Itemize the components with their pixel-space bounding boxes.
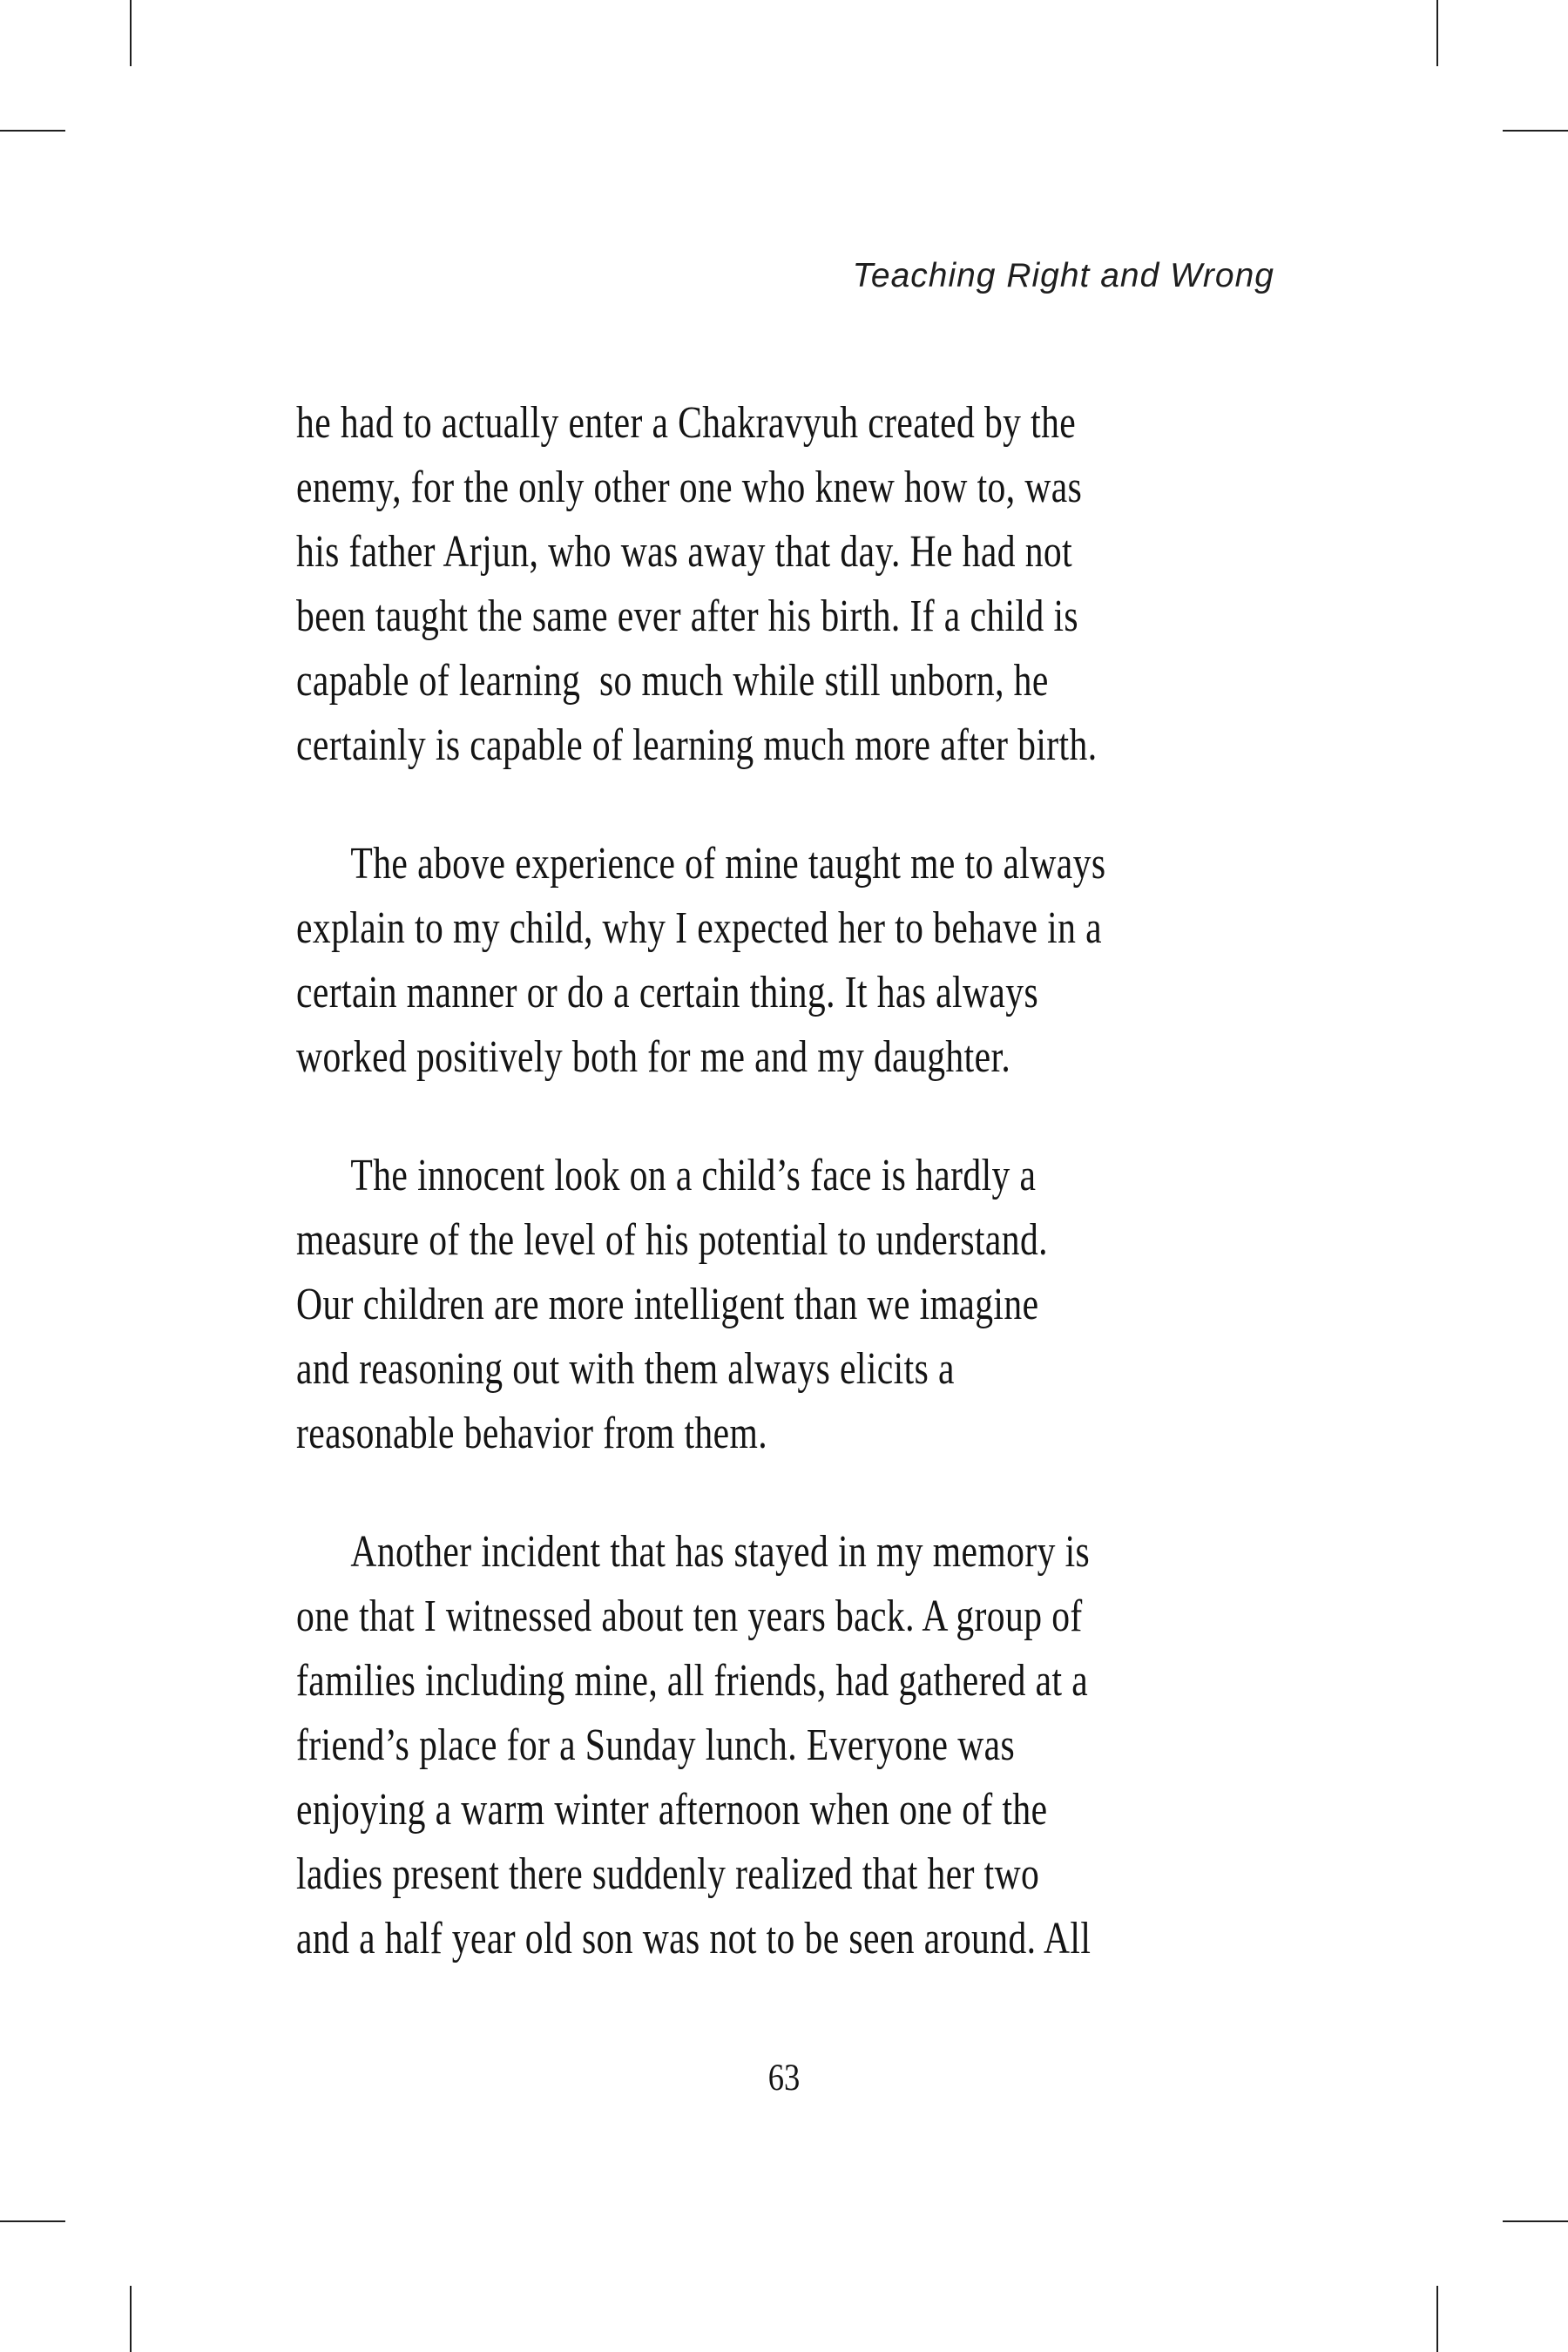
text-line: Another incident that has stayed in my memory is (350, 1527, 1091, 1577)
text-line: worked positively both for me and my daughter. (296, 1032, 1011, 1082)
text-line: measure of the level of his potential to understand. (296, 1215, 1048, 1265)
text-line: he had to actually enter a Chakravyuh created by the (296, 398, 1077, 448)
running-header: Teaching Right and Wrong (852, 257, 1274, 294)
paragraph (296, 832, 1286, 1090)
paragraph (296, 1144, 1286, 1466)
paragraph (296, 1520, 1286, 1971)
text-line: capable of learning so much while still unborn, he (296, 656, 1049, 706)
text-line: ladies present there suddenly realized that her two (296, 1849, 1040, 1899)
text-line: been taught the same ever after his birth. If a child is (296, 591, 1078, 641)
crop-mark-top-left-horizontal (0, 130, 65, 132)
crop-mark-bottom-left-horizontal (0, 2220, 65, 2222)
crop-mark-bottom-left-vertical (130, 2286, 132, 2352)
crop-mark-top-left-vertical (130, 0, 132, 66)
crop-mark-bottom-right-horizontal (1503, 2220, 1568, 2222)
text-line: The above experience of mine taught me to always (350, 839, 1106, 889)
crop-mark-bottom-right-vertical (1436, 2286, 1438, 2352)
text-line: certainly is capable of learning much more after birth. (296, 720, 1098, 770)
text-line: one that I witnessed about ten years back. A group of (296, 1592, 1083, 1641)
page-number: 63 (767, 2058, 801, 2099)
text-line: friend’s place for a Sunday lunch. Everyone was (296, 1720, 1016, 1770)
text-line: enemy, for the only other one who knew how to, was (296, 463, 1083, 512)
body-text (296, 391, 1286, 1971)
text-line: and a half year old son was not to be seen around. All (296, 1914, 1092, 1963)
text-line: enjoying a warm winter afternoon when one of the (296, 1785, 1048, 1835)
crop-mark-top-right-horizontal (1503, 130, 1568, 132)
text-line: his father Arjun, who was away that day. He had not (296, 527, 1073, 577)
text-line: families including mine, all friends, had gathered at a (296, 1656, 1089, 1706)
text-line: Our children are more intelligent than we imagine (296, 1280, 1039, 1329)
text-line: certain manner or do a certain thing. It has always (296, 968, 1039, 1017)
paragraph (296, 391, 1286, 778)
text-line: The innocent look on a child’s face is hardly a (350, 1151, 1037, 1200)
text-line: and reasoning out with them always elicits a (296, 1344, 955, 1394)
crop-mark-top-right-vertical (1436, 0, 1438, 66)
text-line: reasonable behavior from them. (296, 1409, 768, 1458)
text-line: explain to my child, why I expected her to behave in a (296, 903, 1102, 953)
